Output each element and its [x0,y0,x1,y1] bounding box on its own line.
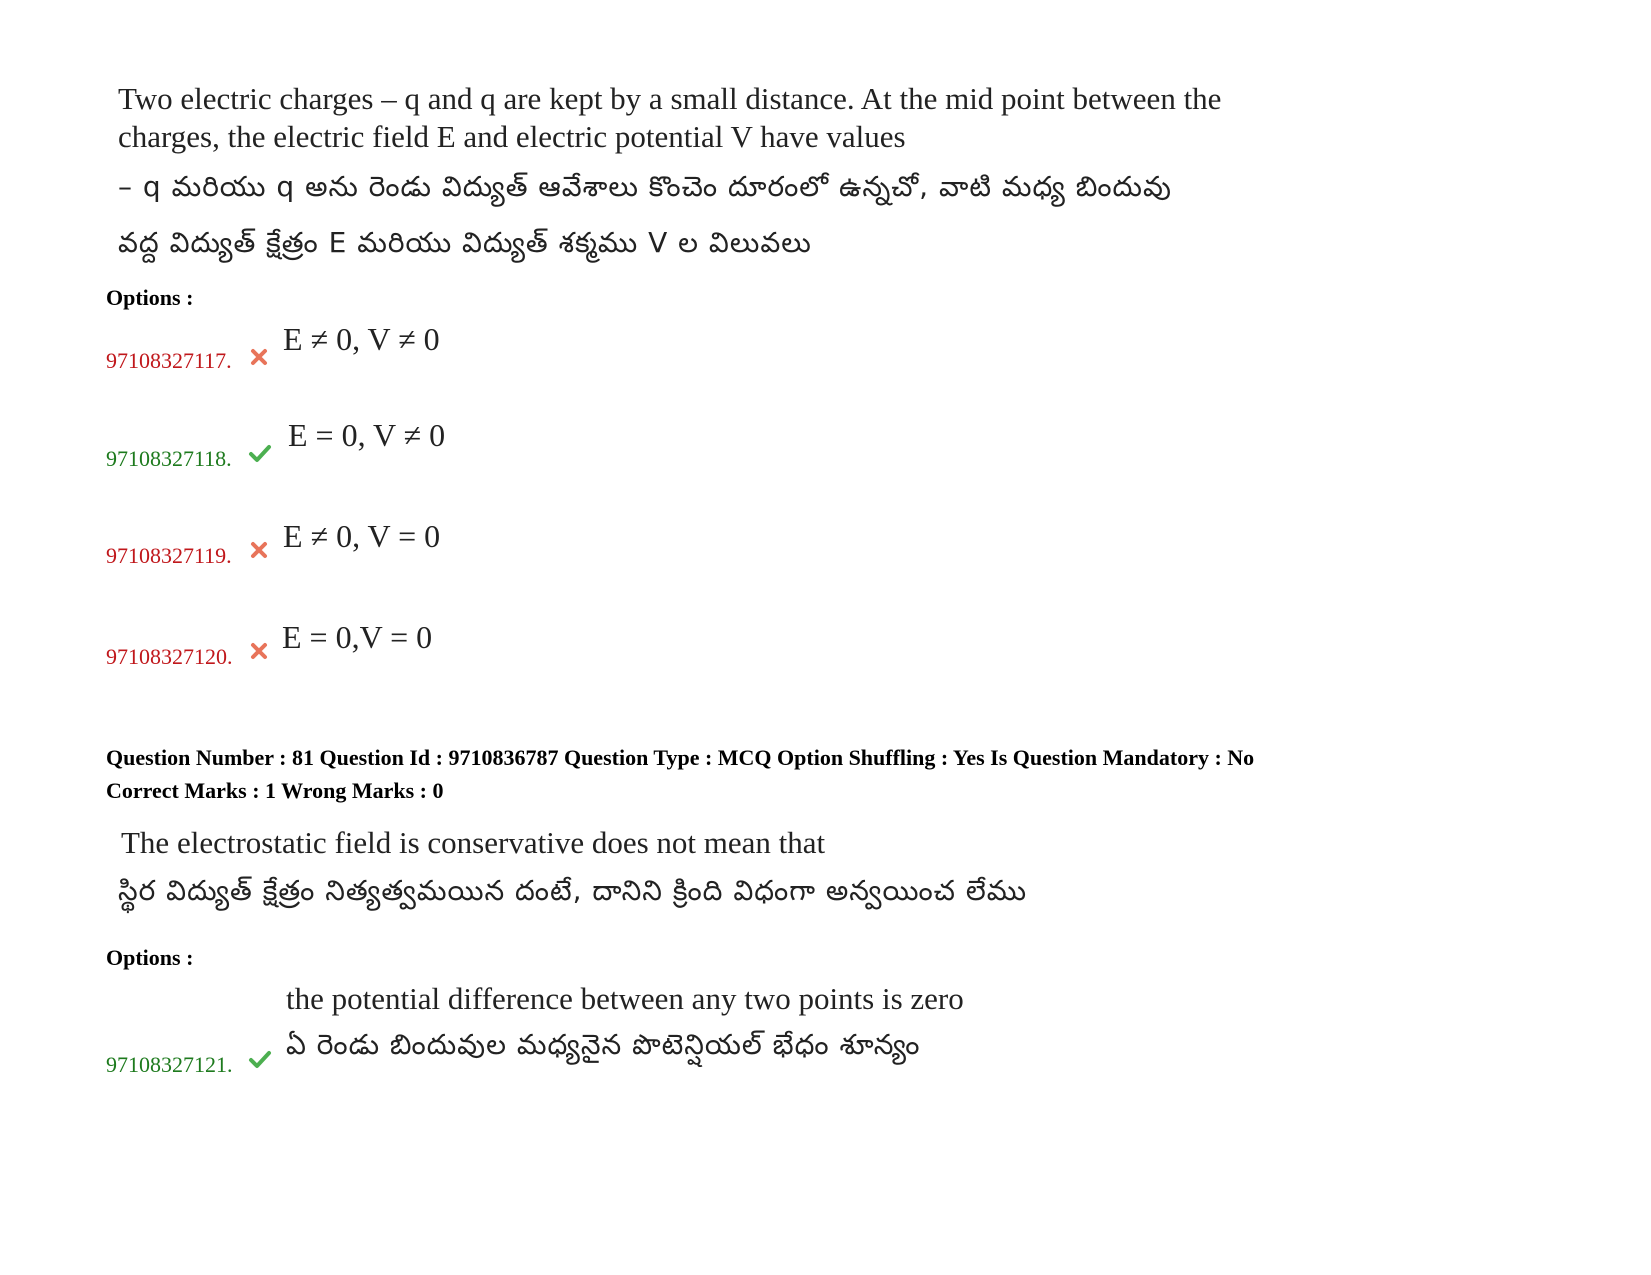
option-row [0,618,1651,698]
question-text-te-line1: – q మరియు q అను రెండు విద్యుత్ ఆవేశాలు కొంచెం దూరంలో ఉన్నచో, వాటి మధ్య బిందువు [118,170,1172,203]
option-id: 97108327117. [106,348,232,373]
option-formula: E = 0,V = 0 [282,619,433,655]
question-meta-line2: Correct Marks : 1 Wrong Marks : 0 [106,778,444,803]
option-text-en: the potential difference between any two points is zero [286,981,964,1016]
question-text-te: స్థిర విద్యుత్ క్షేత్రం నిత్యత్వమయిన దంటే, దానిని క్రింది విధంగా అన్వయించ లేము [118,874,1028,907]
question-meta-line1: Question Number : 81 Question Id : 9710836787 Question Type : MCQ Option Shuffling : Yes Is Question Mandatory : No [106,745,1255,770]
option-row [0,517,1651,597]
option-row [0,320,1651,400]
options-label: Options : [106,285,194,310]
check-icon [248,1048,270,1070]
options-label: Options : [106,945,194,970]
option-formula: E = 0, V ≠ 0 [288,417,446,453]
option-text-te: ఏ రెండు బిందువుల మధ్యనైన పొటెన్షియల్ భేధం శూన్యం [286,1028,921,1061]
question-text-en: The electrostatic field is conservative does not mean that [121,825,826,860]
check-icon [248,442,270,464]
option-row [0,416,1651,496]
option-id: 97108327119. [106,543,232,568]
cross-icon [248,539,270,561]
option-id: 97108327118. [106,446,232,471]
question-text-en-line2: charges, the electric field E and electric potential V have values [118,119,906,154]
cross-icon [248,640,270,662]
option-row [0,980,1651,1090]
question-text-en-line1: Two electric charges – q and q are kept by a small distance. At the mid point between the [118,81,1222,116]
option-formula: E ≠ 0, V = 0 [283,518,441,554]
option-formula: E ≠ 0, V ≠ 0 [283,321,440,357]
question-text-te-line2: వద్ద విద్యుత్ క్షేత్రం E మరియు విద్యుత్ శక్మము V ల విలువలు [118,226,812,259]
option-id: 97108327121. [106,1052,233,1077]
cross-icon [248,346,270,368]
option-id: 97108327120. [106,644,233,669]
